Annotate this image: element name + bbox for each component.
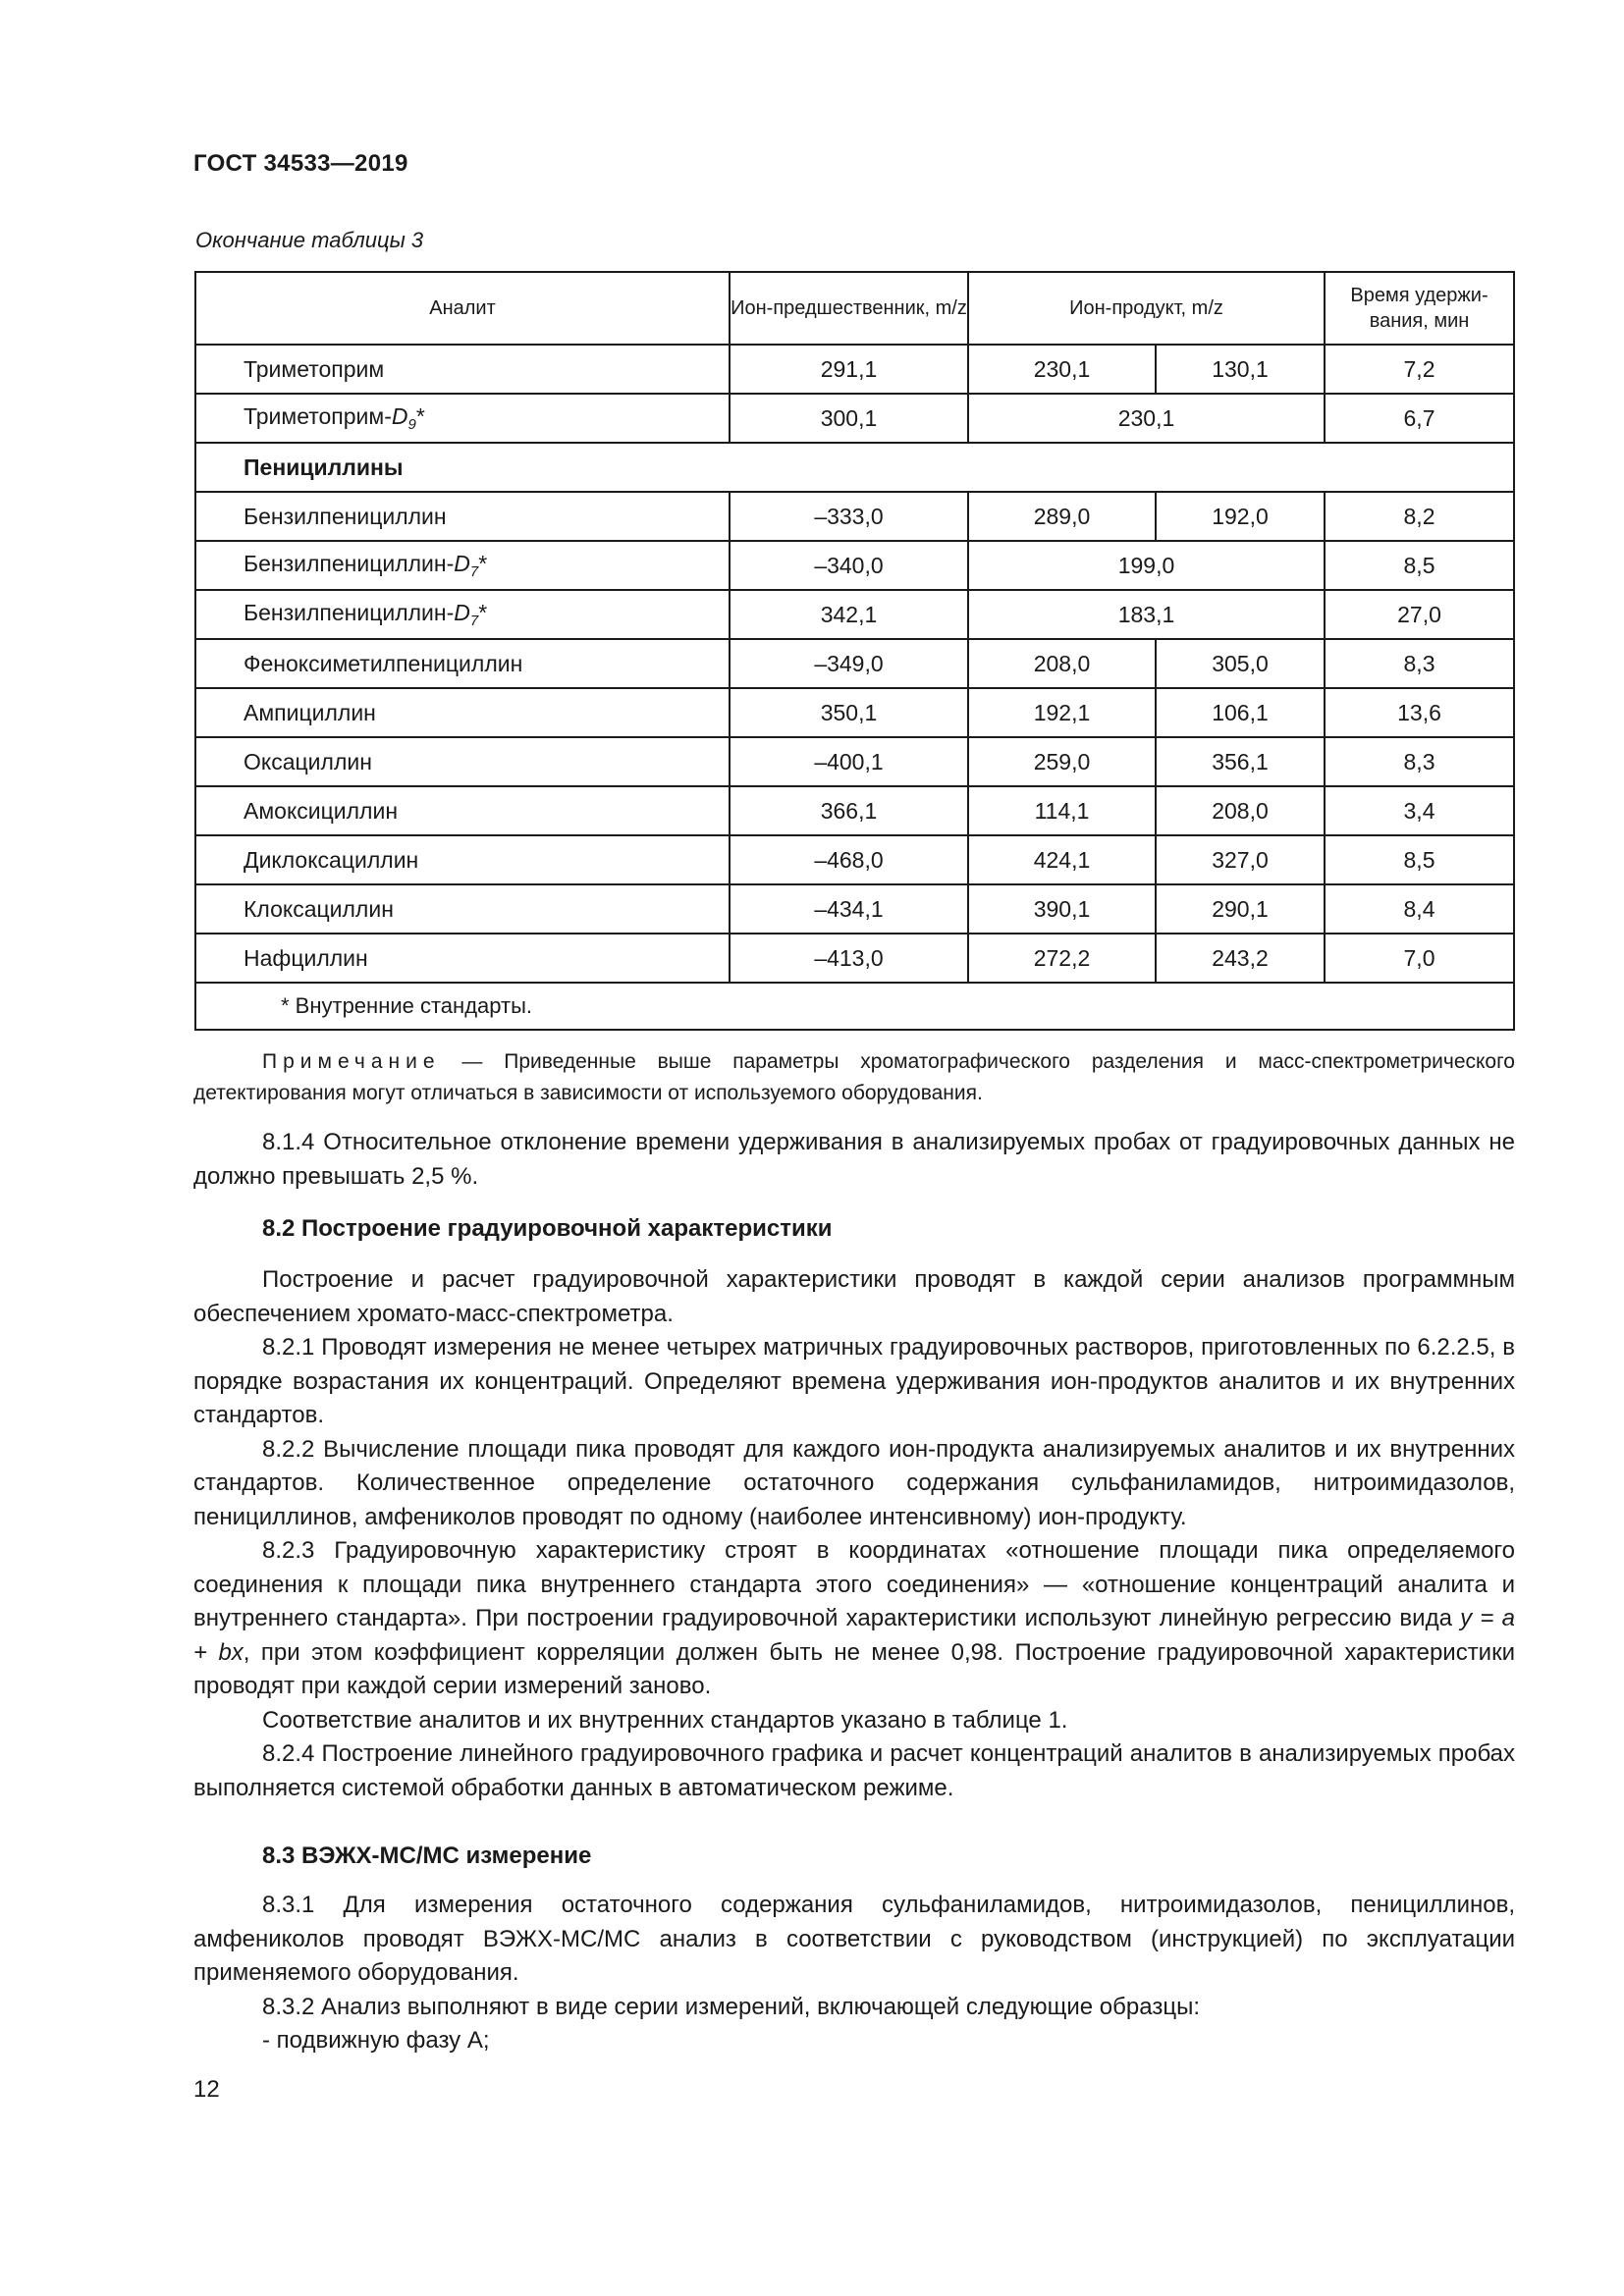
retention-time: 13,6 <box>1325 688 1514 737</box>
paragraph: Соответствие аналитов и их внутренних стандартов указано в таблице 1. <box>262 1706 1068 1734</box>
document-code: ГОСТ 34533—2019 <box>193 150 408 177</box>
section-8-2-heading <box>193 1212 1515 1247</box>
table-row <box>195 688 1514 737</box>
section-8-3-heading <box>193 1840 1515 1874</box>
paragraph: Построение и расчет градуировочной характеристики проводят в каждой серии анализов программным обеспечением хромато-масс-спектрометра. <box>193 1266 1515 1327</box>
product-ion-2: 192,0 <box>1156 492 1325 541</box>
section-8-2-body <box>193 1263 1515 1805</box>
note-label: Примечание <box>262 1050 441 1073</box>
precursor-value: 300,1 <box>730 394 968 443</box>
paragraph: 8.3.1 Для измерения остаточного содержания сульфаниламидов, нитроимидазолов, пенициллинов, амфениколов проводят ВЭЖХ-МС/МС анализ в соответствии с руководством (инструкцией) по эксплуатации применяемого оборудования. <box>193 1892 1515 1986</box>
product-ion-2: 130,1 <box>1156 345 1325 394</box>
col-header-retention: Время удержи-вания, мин <box>1325 272 1514 345</box>
page-number: 12 <box>193 2076 220 2103</box>
table-row <box>195 934 1514 983</box>
product-ion-2: 327,0 <box>1156 835 1325 884</box>
regression-formula: y = a + bx <box>193 1605 1515 1666</box>
product-ion-1: 192,1 <box>968 688 1156 737</box>
precursor-value: 342,1 <box>730 590 968 639</box>
table-row <box>195 590 1514 639</box>
precursor-value: 350,1 <box>730 688 968 737</box>
paragraph-8-1-4 <box>193 1126 1515 1194</box>
paragraph: 8.2.4 Построение линейного градуировочного графика и расчет концентраций аналитов в анализируемых пробах выполняется системой обработки данных в автоматическом режиме. <box>193 1740 1515 1801</box>
analyte-table <box>194 271 1515 1031</box>
analyte-name: Бензилпенициллин-$D_7*$ <box>195 541 730 590</box>
retention-time: 8,5 <box>1325 541 1514 590</box>
retention-time: 7,2 <box>1325 345 1514 394</box>
table-row <box>195 541 1514 590</box>
table-row <box>195 786 1514 835</box>
retention-time: 7,0 <box>1325 934 1514 983</box>
col-header-product: Ион-продукт, m/z <box>968 272 1325 345</box>
table-header-row <box>195 272 1514 345</box>
precursor-value: –349,0 <box>730 639 968 688</box>
precursor-value: 291,1 <box>730 345 968 394</box>
paragraph-text: 8.1.4 Относительное отклонение времени удерживания в анализируемых пробах от градуировочных данных не должно превышать 2,5 %. <box>193 1129 1515 1190</box>
col-header-precursor: Ион-предшественник, m/z <box>730 272 968 345</box>
analyte-name: Бензилпенициллин <box>195 492 730 541</box>
analyte-name: Триметоприм-$D_9*$ <box>195 394 730 443</box>
section-8-3-body <box>193 1889 1515 2058</box>
product-ion-1: 114,1 <box>968 786 1156 835</box>
retention-time: 8,3 <box>1325 639 1514 688</box>
retention-time: 8,3 <box>1325 737 1514 786</box>
section-heading: 8.3 ВЭЖХ-МС/МС измерение <box>262 1842 592 1869</box>
analyte-name: Диклоксациллин <box>195 835 730 884</box>
retention-time: 8,2 <box>1325 492 1514 541</box>
analyte-name: Триметоприм <box>195 345 730 394</box>
precursor-value: –340,0 <box>730 541 968 590</box>
table-row <box>195 492 1514 541</box>
product-ion-1: 259,0 <box>968 737 1156 786</box>
product-ion-2: 243,2 <box>1156 934 1325 983</box>
table-row <box>195 737 1514 786</box>
product-ion-2: 356,1 <box>1156 737 1325 786</box>
table-footnote: * Внутренние стандарты. <box>195 983 1514 1030</box>
retention-time: 27,0 <box>1325 590 1514 639</box>
table-row <box>195 394 1514 443</box>
product-ion-2: 208,0 <box>1156 786 1325 835</box>
table-caption: Окончание таблицы 3 <box>195 228 424 252</box>
table-footnote-row <box>195 983 1514 1030</box>
product-ion-1: 230,1 <box>968 345 1156 394</box>
precursor-value: –400,1 <box>730 737 968 786</box>
table-row <box>195 884 1514 934</box>
paragraph: 8.2.1 Проводят измерения не менее четырех матричных градуировочных растворов, приготовленных по 6.2.2.5, в порядке возрастания их концентраций. Определяют времена удерживания ион-продуктов аналитов и их внутренних стандартов. <box>193 1334 1515 1428</box>
note-paragraph <box>193 1046 1515 1109</box>
table-row <box>195 345 1514 394</box>
product-ion-1: 183,1 <box>968 590 1325 639</box>
product-ion-1: 390,1 <box>968 884 1156 934</box>
product-ion-1: 199,0 <box>968 541 1325 590</box>
analyte-name: Оксациллин <box>195 737 730 786</box>
retention-time: 8,5 <box>1325 835 1514 884</box>
product-ion-1: 230,1 <box>968 394 1325 443</box>
product-ion-2: 305,0 <box>1156 639 1325 688</box>
section-heading: 8.2 Построение градуировочной характеристики <box>262 1215 833 1242</box>
precursor-value: 366,1 <box>730 786 968 835</box>
analyte-name: Амоксициллин <box>195 786 730 835</box>
product-ion-2: 106,1 <box>1156 688 1325 737</box>
product-ion-1: 208,0 <box>968 639 1156 688</box>
retention-time: 6,7 <box>1325 394 1514 443</box>
paragraph: 8.3.2 Анализ выполняют в виде серии измерений, включающей следующие образцы: <box>262 1993 1200 2020</box>
analyte-name: Бензилпенициллин-$D_7*$ <box>195 590 730 639</box>
product-ion-1: 272,2 <box>968 934 1156 983</box>
retention-time: 8,4 <box>1325 884 1514 934</box>
paragraph: 8.2.3 Градуировочную характеристику строят в координатах «отношение площади пика определяемого соединения к площади пика внутреннего стандарта этого соединения» — «отношение концентраций аналита и внутреннего стандарта». При построении градуировочной характеристики используют линейную регрессию вида y = a + bx, при этом коэффициент корреляции должен быть не менее 0,98. Построение градуировочной характеристики проводят при каждой серии измерений заново. <box>193 1537 1515 1699</box>
retention-time: 3,4 <box>1325 786 1514 835</box>
precursor-value: –434,1 <box>730 884 968 934</box>
table-row <box>195 835 1514 884</box>
table-row <box>195 639 1514 688</box>
precursor-value: –333,0 <box>730 492 968 541</box>
paragraph: 8.2.2 Вычисление площади пика проводят для каждого ион-продукта анализируемых аналитов и их внутренних стандартов. Количественное определение остаточного содержания сульфаниламидов, нитроимидазолов, пенициллинов, амфениколов проводят по одному (наиболее интенсивному) ион-продукту. <box>193 1435 1515 1530</box>
product-ion-1: 289,0 <box>968 492 1156 541</box>
precursor-value: –468,0 <box>730 835 968 884</box>
analyte-name: Ампициллин <box>195 688 730 737</box>
product-ion-1: 424,1 <box>968 835 1156 884</box>
analyte-name: Феноксиметилпенициллин <box>195 639 730 688</box>
product-ion-2: 290,1 <box>1156 884 1325 934</box>
note-text: — Приведенные выше параметры хроматографического разделения и масс-спектрометрического детектирования могут отличаться в зависимости от используемого оборудования. <box>193 1050 1515 1104</box>
group-label: Пенициллины <box>195 443 1514 492</box>
analyte-name: Клоксациллин <box>195 884 730 934</box>
col-header-analyte: Аналит <box>195 272 730 345</box>
list-item: - подвижную фазу А; <box>262 2027 490 2054</box>
precursor-value: –413,0 <box>730 934 968 983</box>
table-group-row <box>195 443 1514 492</box>
analyte-name: Нафциллин <box>195 934 730 983</box>
